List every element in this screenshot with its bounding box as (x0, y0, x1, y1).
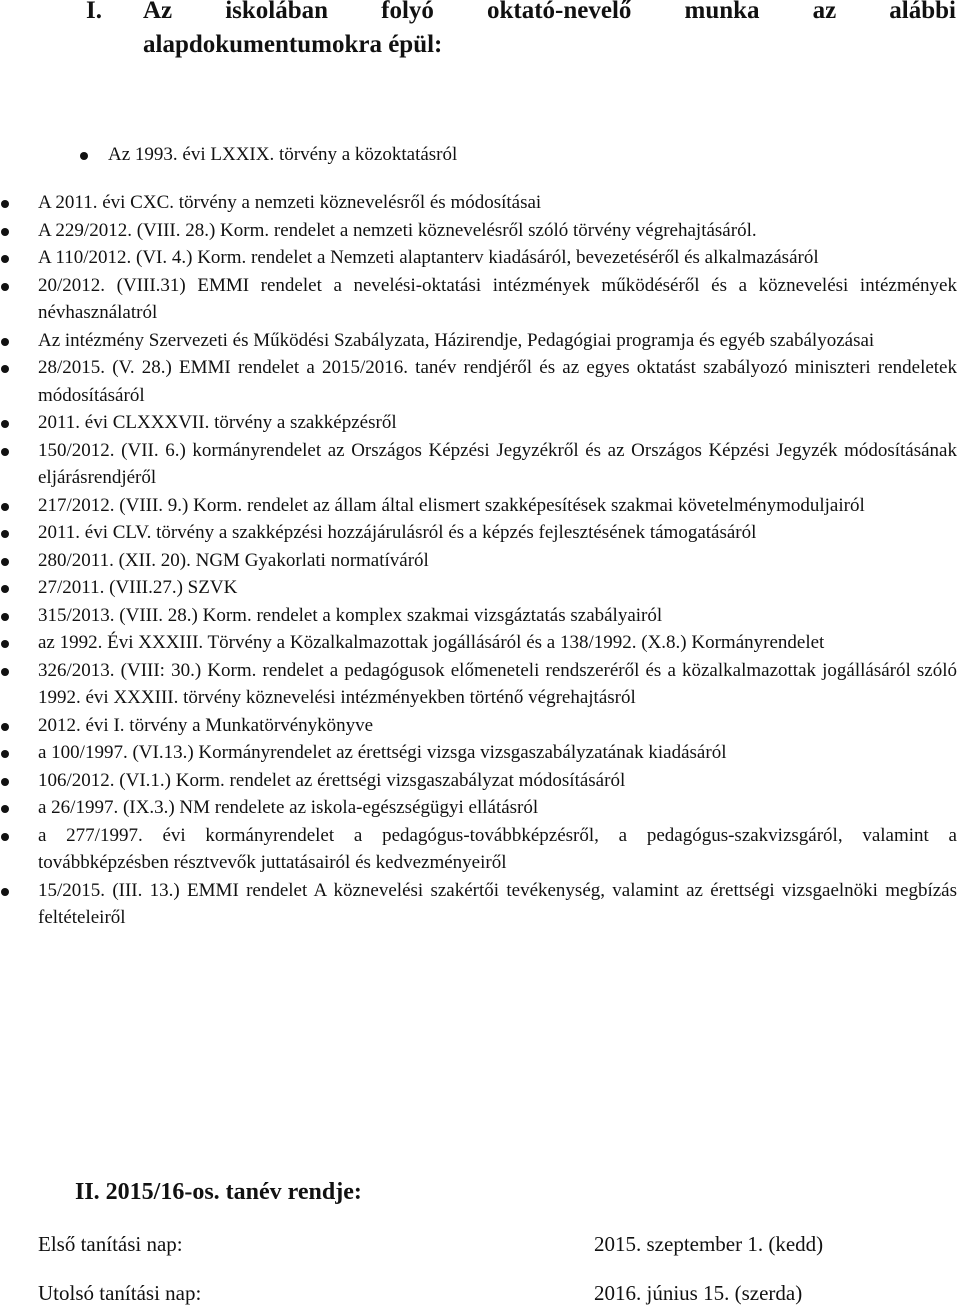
law-item (0, 327, 960, 355)
bullet-icon (1, 200, 9, 208)
bullet-icon (1, 283, 9, 291)
law-item-text: A 110/2012. (VI. 4.) Korm. rendelet a Nemzeti alaptanterv kiadásáról, bevezetéséről és alkalmazásáról (38, 247, 819, 268)
section1-title-line1: Az iskolában folyó oktató-nevelő munka az alábbi (143, 0, 956, 24)
law-item (0, 547, 960, 575)
bullet-icon (1, 888, 9, 896)
bullet-icon (1, 668, 9, 676)
law-item (0, 629, 960, 657)
law-item (0, 739, 960, 767)
bullet-icon (1, 228, 9, 236)
first-school-day-label: Első tanítási nap: (38, 1232, 183, 1256)
first-school-day-value: 2015. szeptember 1. (kedd) (594, 1232, 824, 1256)
law-item-text: A 229/2012. (VIII. 28.) Korm. rendelet a nemzeti köznevelésről szóló törvény végrehajtásáról. (38, 219, 757, 241)
law-item-text: 2011. évi CLV. törvény a szakképzési hozzájárulásról és a képzés fejlesztésének támogatásáról (38, 522, 757, 543)
law-item (0, 822, 960, 877)
bullet-icon (80, 152, 88, 160)
law-item-text: 106/2012. (VI.1.) Korm. rendelet az érettségi vizsgaszabályzat módosításáról (38, 769, 626, 791)
law-item (0, 574, 960, 602)
law-item-text: Az intézmény Szervezeti és Működési Szabályzata, Házirendje, Pedagógiai programja és egyéb szabályozásai (38, 329, 875, 351)
law-item-text: 27/2011. (VIII.27.) SZVK (38, 577, 238, 598)
law-item-text: 315/2013. (VIII. 28.) Korm. rendelet a komplex szakmai vizsgáztatás szabályairól (38, 604, 663, 626)
bullet-icon (1, 585, 9, 593)
law-item (0, 794, 960, 822)
law-item (0, 354, 960, 409)
law-item-text: A 2011. évi CXC. törvény a nemzeti köznevelésről és módosításai (38, 192, 542, 213)
section1-title-line2: alapdokumentumokra épül: (143, 31, 443, 58)
law-item-text: 28/2015. (V. 28.) EMMI rendelet a 2015/2016. tanév rendjéről és az egyes oktatást szabályozó miniszteri rendeletek módosításáról (38, 357, 957, 406)
law-item (0, 712, 960, 740)
law-item-text: 326/2013. (VIII: 30.) Korm. rendelet a pedagógusok előmeneteli rendszeréről és a közalkalmazottak jogállásáról szóló 1992. évi XXXIII. törvény köznevelési intézményekben történő végrehajtásról (38, 659, 957, 708)
law-item-text: a 100/1997. (VI.13.) Kormányrendelet az érettségi vizsga vizsgaszabályzatának kiadásáról (38, 742, 727, 763)
section2-heading: II. 2015/16-os. tanév rendje: (75, 1179, 362, 1205)
bullet-icon (1, 778, 9, 786)
law-item (0, 767, 960, 795)
law-item-text: 15/2015. (III. 13.) EMMI rendelet A köznevelési szakértői tevékenység, valamint az érettségi vizsgaelnöki megbízás feltételeiről (38, 879, 957, 928)
law-item (0, 492, 960, 520)
bullet-icon (1, 338, 9, 346)
law-item-text: 150/2012. (VII. 6.) kormányrendelet az Országos Képzési Jegyzékről és az Országos Képzési Jegyzék módosításának eljárásrendjéről (38, 439, 957, 488)
bullet-icon (1, 558, 9, 566)
bullet-icon (1, 365, 9, 373)
law-item (0, 602, 960, 630)
bullet-icon (1, 530, 9, 538)
law-item-text: 280/2011. (XII. 20). NGM Gyakorlati normatíváról (38, 549, 429, 571)
law-item-text: 2011. évi CLXXXVII. törvény a szakképzésről (38, 412, 397, 433)
law-item (0, 189, 960, 217)
law-item (0, 244, 960, 272)
bullet-icon (1, 805, 9, 813)
law-item (0, 409, 960, 437)
law-item (0, 217, 960, 245)
bullet-icon (1, 420, 9, 428)
bullet-icon (1, 723, 9, 731)
bullet-icon (1, 833, 9, 841)
law-item-text: Az 1993. évi LXXIX. törvény a közoktatásról (108, 144, 458, 165)
law-item-text: a 26/1997. (IX.3.) NM rendelete az iskola-egészségügyi ellátásról (38, 797, 539, 818)
law-item-text: a 277/1997. évi kormányrendelet a pedagógus-továbbképzésről, a pedagógus-szakvizsgáról, valamint a továbbképzésben résztvevők juttatásairól és kedvezményeiről (38, 824, 957, 873)
bullet-icon (1, 640, 9, 648)
law-item (0, 519, 960, 547)
law-item (0, 877, 960, 932)
law-item (0, 437, 960, 492)
bullet-icon (1, 255, 9, 263)
last-school-day-label: Utolsó tanítási nap: (38, 1281, 202, 1305)
law-item-text: az 1992. Évi XXXIII. Törvény a Közalkalmazottak jogállásáról és a 138/1992. (X.8.) Kormányrendelet (38, 632, 825, 653)
law-item (0, 657, 960, 712)
law-list (0, 189, 960, 932)
bullet-icon (1, 613, 9, 621)
law-item-text: 217/2012. (VIII. 9.) Korm. rendelet az állam által elismert szakképesítések szakmai követelménymoduljairól (38, 494, 865, 516)
bullet-icon (1, 503, 9, 511)
law-item (0, 272, 960, 327)
bullet-icon (1, 750, 9, 758)
bullet-icon (1, 448, 9, 456)
law-item-text: 2012. évi I. törvény a Munkatörvénykönyve (38, 714, 374, 736)
last-school-day-value: 2016. június 15. (szerda) (594, 1281, 803, 1305)
law-item-text: 20/2012. (VIII.31) EMMI rendelet a nevelési-oktatási intézmények működéséről és a köznevelési intézmények névhasználatról (38, 274, 957, 323)
section1-number: I. (86, 0, 102, 24)
